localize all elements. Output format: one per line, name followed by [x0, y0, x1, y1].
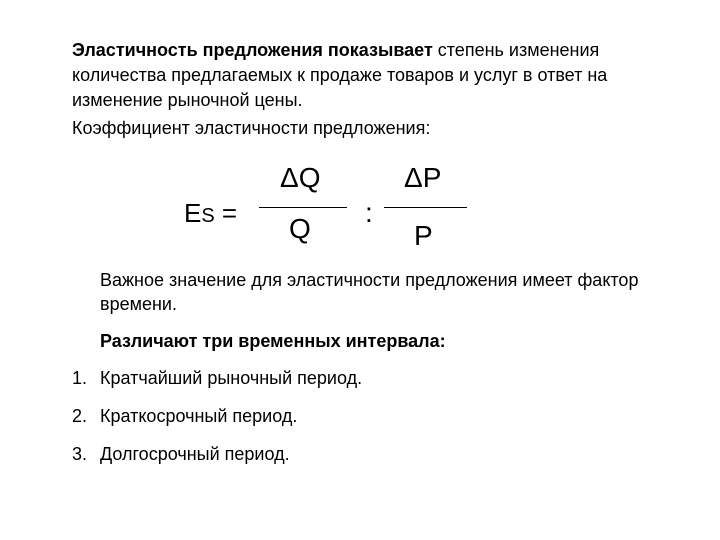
list-item-number: 1. — [72, 368, 88, 388]
elasticity-formula — [0, 0, 720, 260]
intervals-heading: Различают три временных интервала: — [100, 331, 446, 351]
formula-equals: = — [214, 198, 238, 228]
list-item — [72, 442, 362, 480]
list-item-text: Долгосрочный период. — [100, 444, 290, 464]
list-item — [72, 404, 362, 442]
formula-fraction-bar-right — [384, 207, 467, 208]
list-item-text: Краткосрочный период. — [100, 406, 298, 426]
coefficient-label: Коэффициент эластичности предложения: — [72, 118, 431, 138]
formula-numerator-left: ΔQ — [280, 162, 321, 193]
formula-numerator-right: ΔP — [404, 162, 442, 193]
formula-lhs-letter: E — [184, 198, 202, 228]
formula-lhs-subscript: S — [201, 205, 215, 227]
formula-fraction-bar-left — [259, 207, 347, 208]
intro-rest-text: степень изменения количества предлагаемых к продаже товаров и услуг в ответ на изменение рыночной цены. — [72, 40, 608, 110]
formula-divide-sign: : — [365, 197, 373, 228]
formula-denominator-left: Q — [289, 213, 311, 244]
formula-denominator-right: P — [414, 220, 433, 251]
list-item-number: 3. — [72, 444, 88, 464]
list-item — [72, 366, 362, 404]
formula-lhs — [184, 197, 237, 232]
list-item-text: Кратчайший рыночный период. — [100, 368, 363, 388]
intervals-list — [72, 366, 362, 480]
important-note: Важное значение для эластичности предложения имеет фактор времени. — [100, 270, 639, 314]
list-item-number: 2. — [72, 406, 88, 426]
intro-bold-text: Эластичность предложения показывает — [72, 40, 433, 60]
